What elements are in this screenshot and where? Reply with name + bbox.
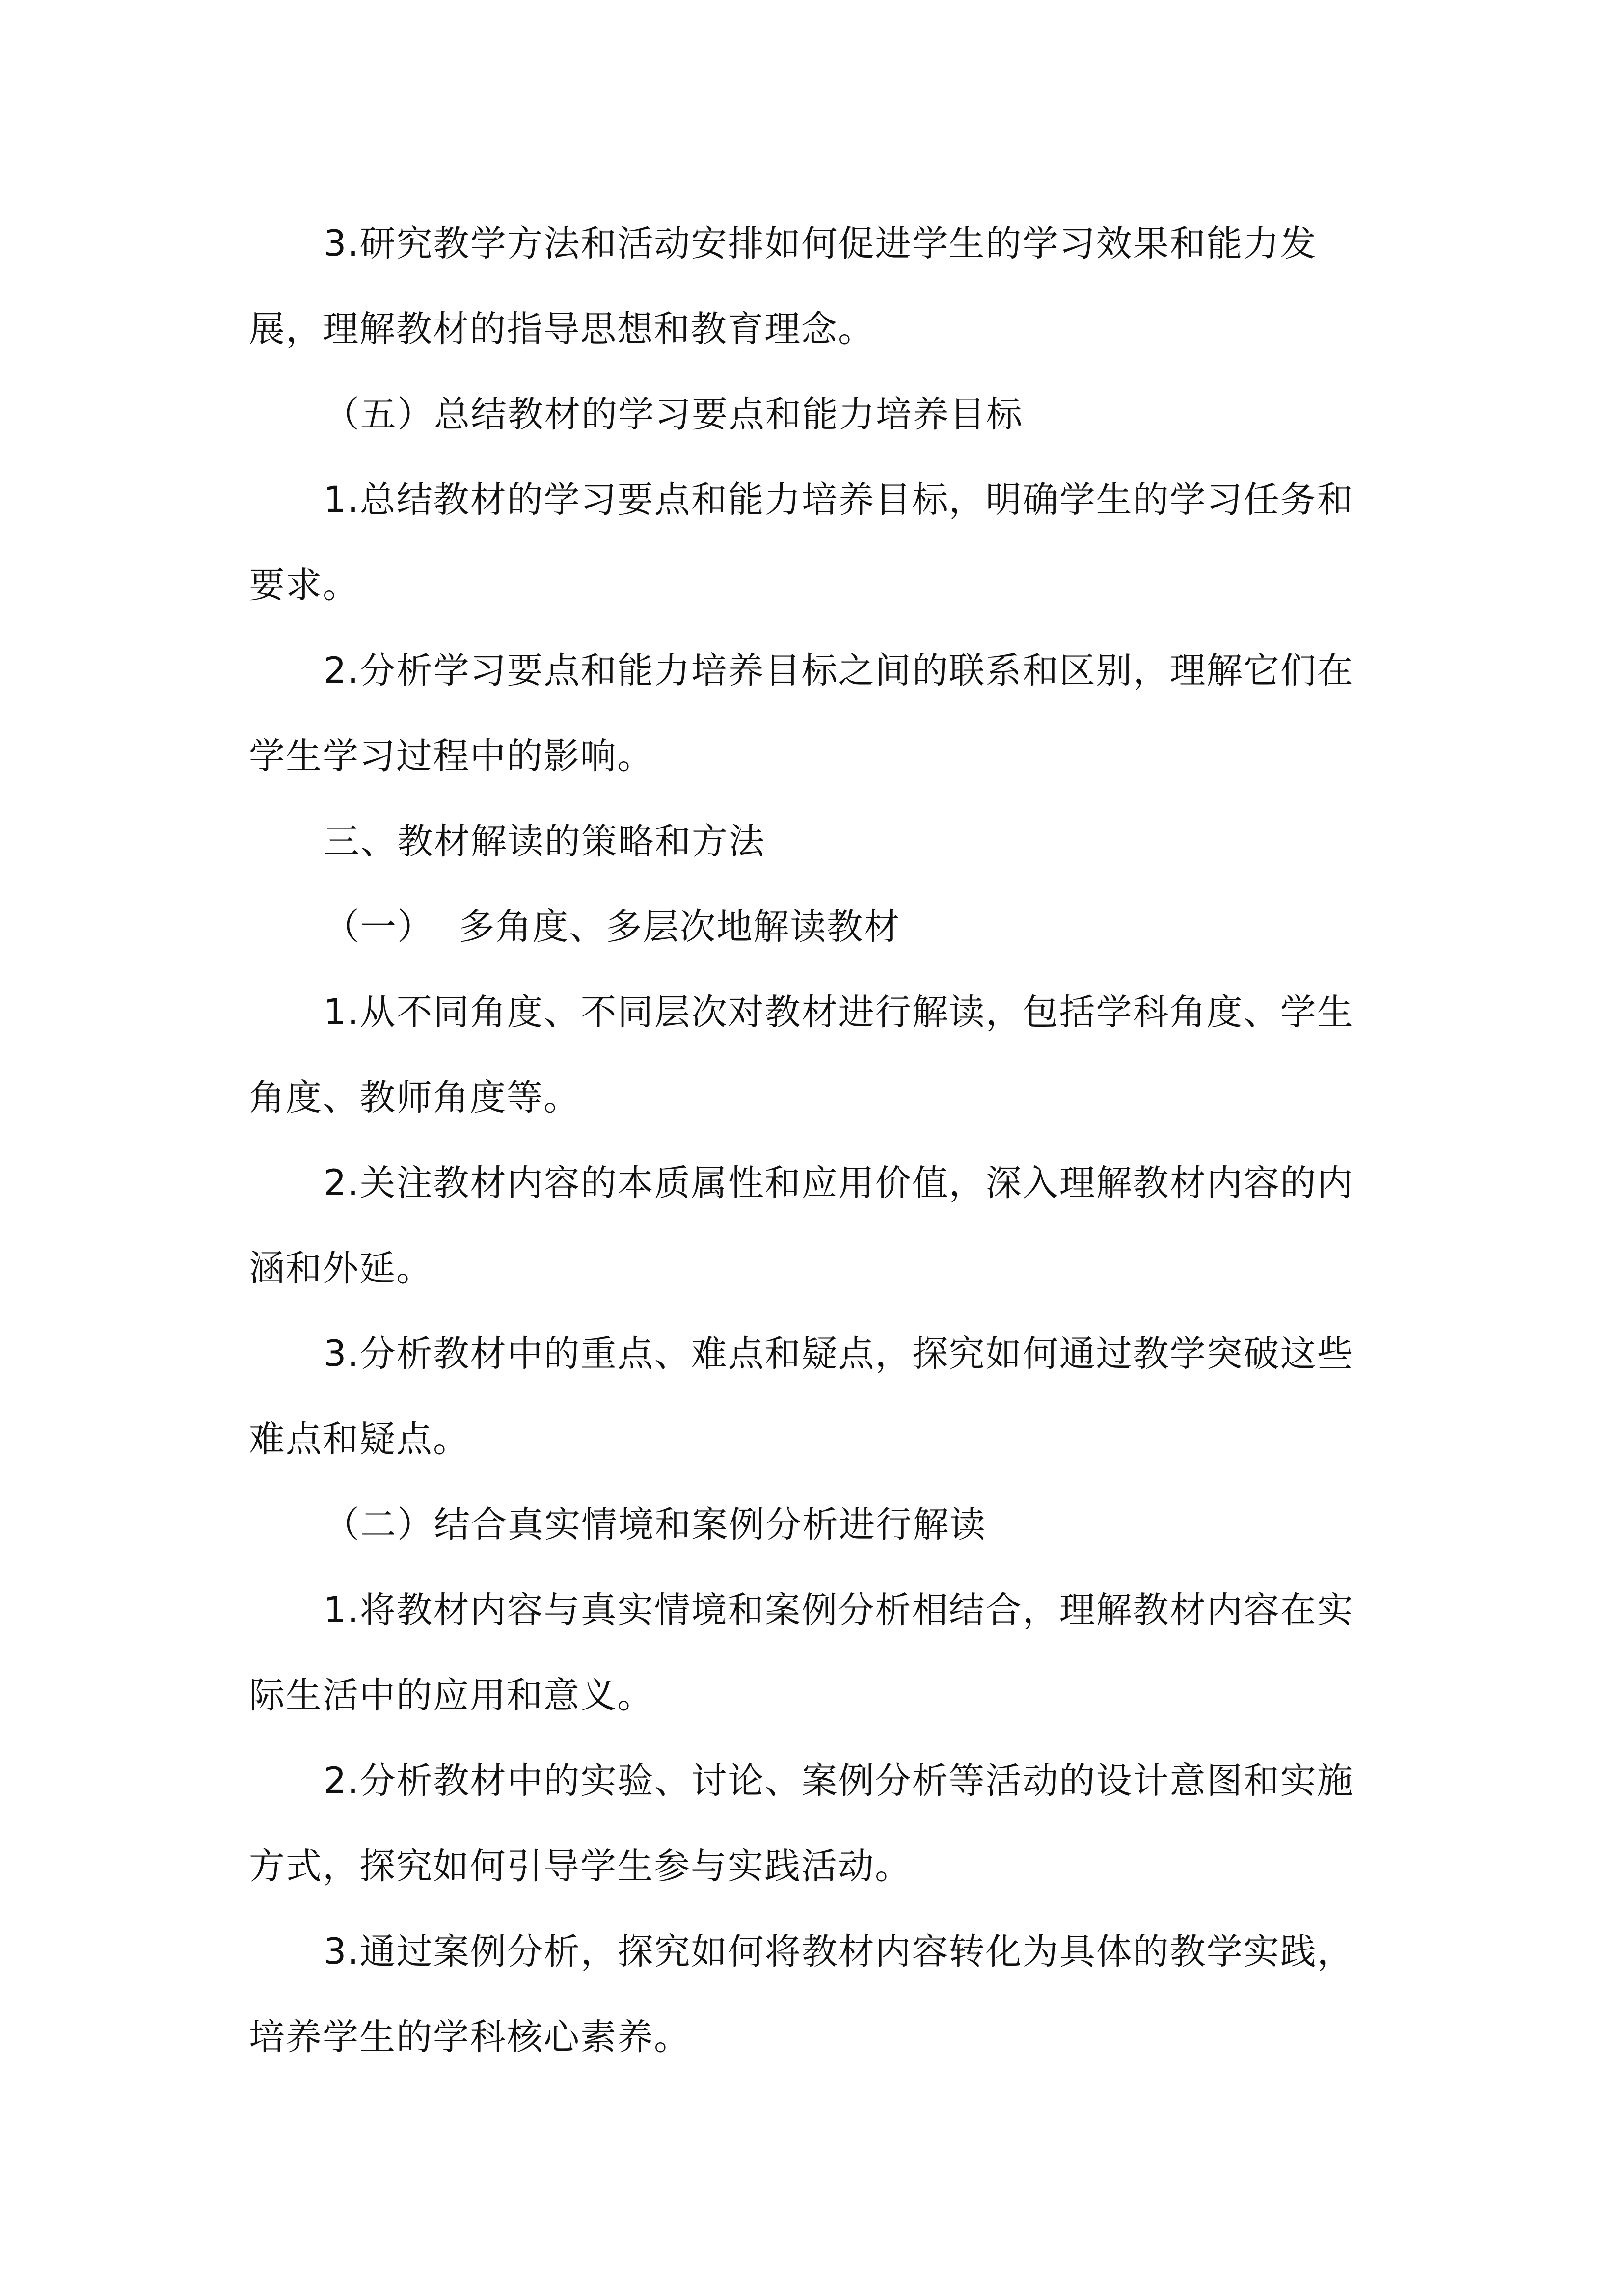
paragraph-line: 1.从不同角度、不同层次对教材进行解读，包括学科角度、学生: [324, 991, 1354, 1033]
heading-line: （二）结合真实情境和案例分析进行解读: [324, 1504, 986, 1546]
paragraph-p7: [249, 970, 1388, 1141]
paragraph-line: 1.总结教材的学习要点和能力培养目标，明确学生的学习任务和: [324, 479, 1354, 521]
paragraph-line: 2.分析学习要点和能力培养目标之间的联系和区别，理解它们在: [324, 650, 1354, 692]
document-body: [249, 201, 1388, 2080]
paragraph-line: 展，理解教材的指导思想和教育理念。: [249, 308, 875, 350]
paragraph-p1: [249, 201, 1388, 372]
paragraph-line: 3.分析教材中的重点、难点和疑点，探究如何通过教学突破这些: [324, 1333, 1354, 1375]
paragraph-line: 际生活中的应用和意义。: [249, 1675, 654, 1716]
paragraph-p11: [249, 1568, 1388, 1738]
paragraph-line: 3.通过案例分析，探究如何将教材内容转化为具体的教学实践，: [324, 1931, 1354, 1973]
paragraph-p4: [249, 628, 1388, 799]
section-heading-three: [249, 799, 1388, 884]
paragraph-line: 方式，探究如何引导学生参与实践活动。: [249, 1845, 912, 1887]
heading-line: （一） 多角度、多层次地解读教材: [324, 906, 901, 948]
paragraph-line: 要求。: [249, 564, 359, 606]
subsection-heading-one: [249, 884, 1388, 970]
paragraph-p12: [249, 1738, 1388, 1909]
heading-line: 三、教材解读的策略和方法: [324, 821, 765, 862]
paragraph-line: 2.分析教材中的实验、讨论、案例分析等活动的设计意图和实施: [324, 1760, 1354, 1802]
paragraph-p3: [249, 457, 1388, 628]
subsection-heading-two: [249, 1482, 1388, 1568]
paragraph-line: 培养学生的学科核心素养。: [249, 2016, 691, 2058]
paragraph-line: 2.关注教材内容的本质属性和应用价值，深入理解教材内容的内: [324, 1162, 1354, 1204]
paragraph-line: 1.将教材内容与真实情境和案例分析相结合，理解教材内容在实: [324, 1589, 1354, 1631]
heading-line: （五）总结教材的学习要点和能力培养目标: [324, 394, 1023, 435]
paragraph-line: 涵和外延。: [249, 1248, 433, 1289]
paragraph-p9: [249, 1311, 1388, 1482]
paragraph-line: 学生学习过程中的影响。: [249, 735, 654, 777]
paragraph-line: 难点和疑点。: [249, 1418, 470, 1460]
paragraph-p8: [249, 1141, 1388, 1311]
section-heading-five: [249, 372, 1388, 457]
paragraph-p13: [249, 1909, 1388, 2080]
paragraph-line: 角度、教师角度等。: [249, 1077, 580, 1119]
paragraph-line: 3.研究教学方法和活动安排如何促进学生的学习效果和能力发: [324, 223, 1317, 265]
